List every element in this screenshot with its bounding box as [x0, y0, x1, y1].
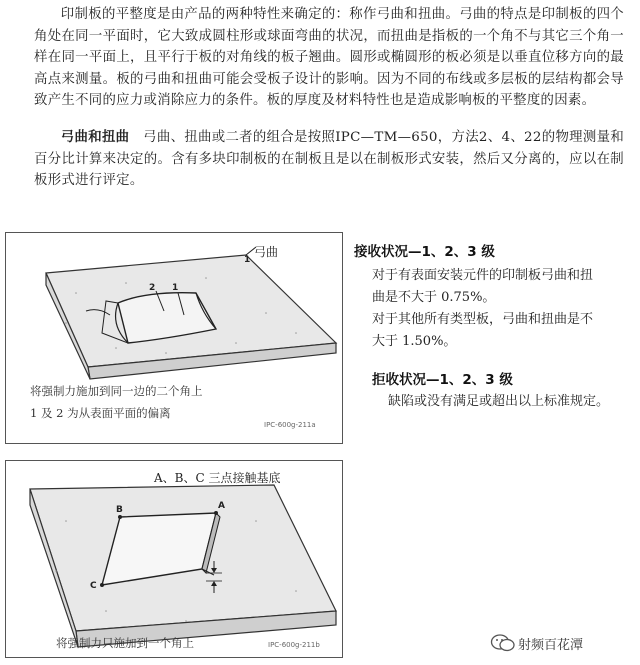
bow-point-top: 1 — [244, 255, 251, 265]
twist-figure — [5, 460, 343, 658]
bow-figure — [5, 232, 343, 444]
twist-label: A、B、C 三点接触基底 — [154, 471, 281, 485]
reject-heading: 拒收状况—1、2、3 级 — [372, 372, 513, 388]
twist-point-a: A — [218, 501, 225, 511]
bow-caption-line1: 将强制力施加到同一边的二个角上 — [30, 384, 203, 398]
acceptable-heading: 接收状况—1、2、3 级 — [354, 244, 495, 260]
acceptable-line3: 对于其他所有类型板，弓曲和扭曲是不 — [372, 312, 594, 327]
acceptable-line1: 对于有表面安装元件的印制板弓曲和扭 — [372, 268, 594, 283]
watermark-text: 射频百花潭 — [518, 638, 584, 653]
bow-figure-source: IPC-600g-211a — [264, 421, 316, 429]
acceptable-line4: 大于 1.50%。 — [372, 334, 457, 349]
bow-twist-text: 弓曲、扭曲或二者的组合是按照IPC—TM—650，方法2、4、22的物理测量和百分比计算来决定的。含有多块印制板的在制板且是以在制板形式安装，然后又分离的，应以在制板形式进行评定。 — [34, 130, 625, 188]
bow-label: 弓曲 — [254, 245, 279, 259]
bow-point-2: 2 — [149, 283, 156, 293]
reject-line1: 缺陷或没有满足或超出以上标准规定。 — [388, 394, 610, 409]
bow-twist-heading: 弓曲和扭曲 — [60, 130, 130, 145]
bow-caption-line2: 1 及 2 为从表面平面的偏离 — [30, 406, 171, 420]
twist-caption: 将强制力只施加到一个角上 — [56, 636, 194, 650]
twist-point-c: C — [90, 581, 97, 591]
bow-point-1: 1 — [172, 283, 179, 293]
twist-point-b: B — [116, 505, 123, 515]
intro-paragraph: 印制板的平整度是由产品的两种特性来确定的：称作弓曲和扭曲。弓曲的特点是印制板的四个角处在同一平面时，它大致成圆柱形或球面弯曲的状况，而扭曲是指板的一个角不与其它三个角一样在同一平面上，且平行于板的对角线的板子翘曲。圆形或椭圆形的板必须是以垂直位移方向的最高点来测量。板的弓曲和扭曲可能会受板子设计的影响。因为不同的布线或多层板的层结构都会导致产生不同的应力或消除应力的条件。板的厚度及材料特性也是造成影响板的平整度的因素。 — [34, 7, 624, 108]
bow-twist-paragraph — [34, 127, 624, 192]
acceptable-line2: 曲是不大于 0.75%。 — [372, 290, 496, 305]
twist-figure-source: IPC-600g-211b — [268, 641, 320, 649]
twist-diagram — [6, 461, 342, 657]
